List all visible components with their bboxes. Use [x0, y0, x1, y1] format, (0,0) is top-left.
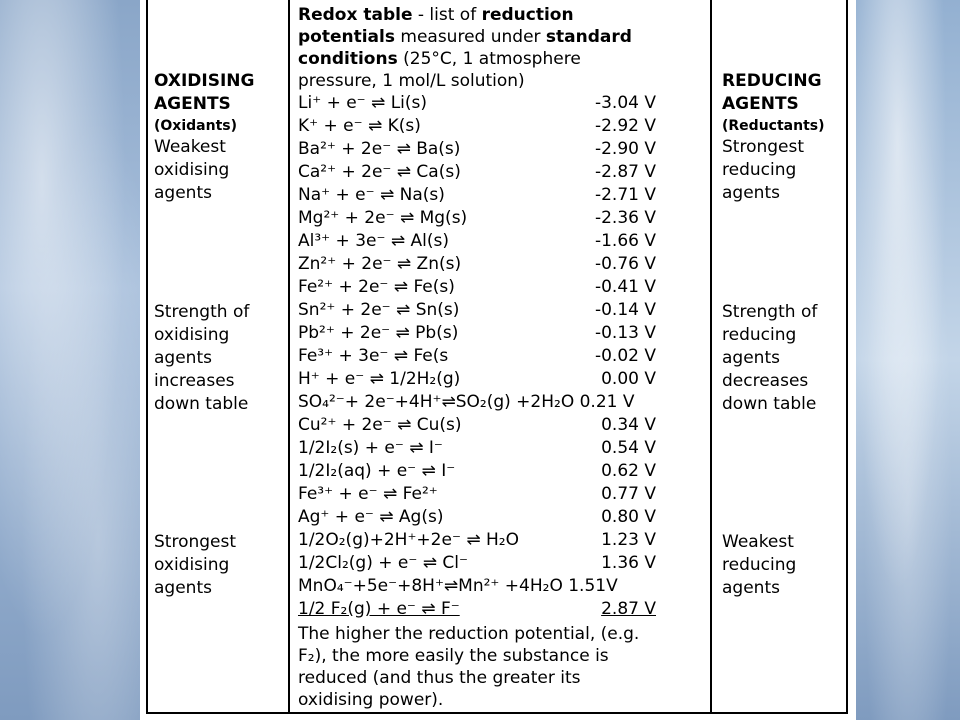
reaction-equation: 1/2O₂(g)+2H⁺+2e⁻ ⇌ H₂O — [298, 530, 519, 550]
reduction-potential: -0.02 V — [594, 346, 656, 366]
table-header: Redox table - list of reduction potentials measured under standard conditions (25°C, 1 atmosphere pressure, 1 mol/L solution) — [298, 5, 632, 91]
reaction-row — [298, 575, 708, 598]
reaction-row — [298, 184, 708, 207]
reduction-potential: 0.54 V — [601, 438, 656, 458]
reaction-equation: 1/2Cl₂(g) + e⁻ ⇌ Cl⁻ — [298, 553, 468, 573]
reaction-row — [298, 230, 708, 253]
reaction-row — [298, 552, 708, 575]
reaction-equation: MnO₄⁻+5e⁻+8H⁺⇌Mn²⁺ +4H₂O 1.51V — [298, 576, 618, 596]
reduction-potential: 0.00 V — [601, 369, 656, 389]
reduction-potential: -0.76 V — [594, 254, 656, 274]
column-divider-right — [710, 0, 712, 714]
reaction-row — [298, 92, 708, 115]
reduction-potential: -0.13 V — [594, 323, 656, 343]
reaction-equation: Na⁺ + e⁻ ⇌ Na(s) — [298, 185, 445, 205]
reaction-row — [298, 161, 708, 184]
reduction-potential: 1.36 V — [601, 553, 656, 573]
background-left — [0, 0, 140, 720]
reaction-row — [298, 368, 708, 391]
reaction-row — [298, 506, 708, 529]
reaction-row — [298, 598, 708, 621]
reaction-row — [298, 276, 708, 299]
oxidising-agents-column: OXIDISING AGENTS (Oxidants) Weakest oxidising agents Strength of oxidising agents increases down table Strongest oxidising agents — [154, 70, 284, 600]
reduction-potential: 0.77 V — [601, 484, 656, 504]
reaction-equation: Al³⁺ + 3e⁻ ⇌ Al(s) — [298, 231, 449, 251]
reaction-equation: Sn²⁺ + 2e⁻ ⇌ Sn(s) — [298, 300, 460, 320]
reaction-row — [298, 391, 708, 414]
reaction-equation: Fe³⁺ + 3e⁻ ⇌ Fe(s — [298, 346, 449, 366]
reduction-potential: -2.71 V — [594, 185, 656, 205]
reaction-list — [298, 92, 708, 621]
reduction-potential: 1.23 V — [601, 530, 656, 550]
reaction-equation: Fe³⁺ + e⁻ ⇌ Fe²⁺ — [298, 484, 438, 504]
reaction-equation: Zn²⁺ + 2e⁻ ⇌ Zn(s) — [298, 254, 462, 274]
reaction-equation: Ca²⁺ + 2e⁻ ⇌ Ca(s) — [298, 162, 461, 182]
reaction-row — [298, 529, 708, 552]
reaction-row — [298, 437, 708, 460]
reaction-equation: 1/2I₂(aq) + e⁻ ⇌ I⁻ — [298, 461, 456, 481]
reduction-potential: -2.90 V — [594, 139, 656, 159]
reaction-equation: Fe²⁺ + 2e⁻ ⇌ Fe(s) — [298, 277, 455, 297]
reduction-potential: -3.04 V — [594, 93, 656, 113]
reaction-equation: 1/2 F₂(g) + e⁻ ⇌ F⁻ — [298, 599, 460, 619]
reduction-potential: -0.14 V — [594, 300, 656, 320]
reduction-potential: 0.34 V — [601, 415, 656, 435]
reaction-row — [298, 115, 708, 138]
reaction-equation: H⁺ + e⁻ ⇌ 1/2H₂(g) — [298, 369, 461, 389]
middle-column — [298, 4, 708, 711]
reaction-equation: Pb²⁺ + 2e⁻ ⇌ Pb(s) — [298, 323, 459, 343]
reaction-equation: Ag⁺ + e⁻ ⇌ Ag(s) — [298, 507, 444, 527]
background-right — [856, 0, 960, 720]
reaction-row — [298, 299, 708, 322]
reduction-potential: 0.62 V — [601, 461, 656, 481]
reaction-row — [298, 483, 708, 506]
column-divider-left — [288, 0, 290, 714]
reaction-equation: Mg²⁺ + 2e⁻ ⇌ Mg(s) — [298, 208, 468, 228]
reaction-equation: Ba²⁺ + 2e⁻ ⇌ Ba(s) — [298, 139, 461, 159]
reduction-potential: -2.92 V — [594, 116, 656, 136]
reaction-row — [298, 414, 708, 437]
reaction-row — [298, 253, 708, 276]
reaction-equation: SO₄²⁻+ 2e⁻+4H⁺⇌SO₂(g) +2H₂O 0.21 V — [298, 392, 635, 412]
reaction-row — [298, 322, 708, 345]
reduction-potential: 0.80 V — [601, 507, 656, 527]
right-heading: REDUCING — [722, 71, 822, 91]
reduction-potential: -0.41 V — [594, 277, 656, 297]
reaction-equation: K⁺ + e⁻ ⇌ K(s) — [298, 116, 421, 136]
reduction-potential: -1.66 V — [594, 231, 656, 251]
reaction-equation: 1/2I₂(s) + e⁻ ⇌ I⁻ — [298, 438, 443, 458]
reaction-row — [298, 138, 708, 161]
left-heading: OXIDISING — [154, 71, 255, 91]
reaction-row — [298, 345, 708, 368]
reaction-equation: Cu²⁺ + 2e⁻ ⇌ Cu(s) — [298, 415, 462, 435]
reduction-potential: -2.87 V — [594, 162, 656, 182]
reaction-equation: Li⁺ + e⁻ ⇌ Li(s) — [298, 93, 428, 113]
table-footer: The higher the reduction potential, (e.g. F₂), the more easily the substance is reduced (and thus the greater its oxidising power). — [298, 624, 640, 710]
reduction-potential: -2.36 V — [594, 208, 656, 228]
reduction-potential: 2.87 V — [601, 599, 656, 619]
reaction-row — [298, 460, 708, 483]
reducing-agents-column: REDUCING AGENTS (Reductants) Strongest reducing agents Strength of reducing agents decreases down table Weakest reducing agents — [722, 70, 850, 600]
reaction-row — [298, 207, 708, 230]
